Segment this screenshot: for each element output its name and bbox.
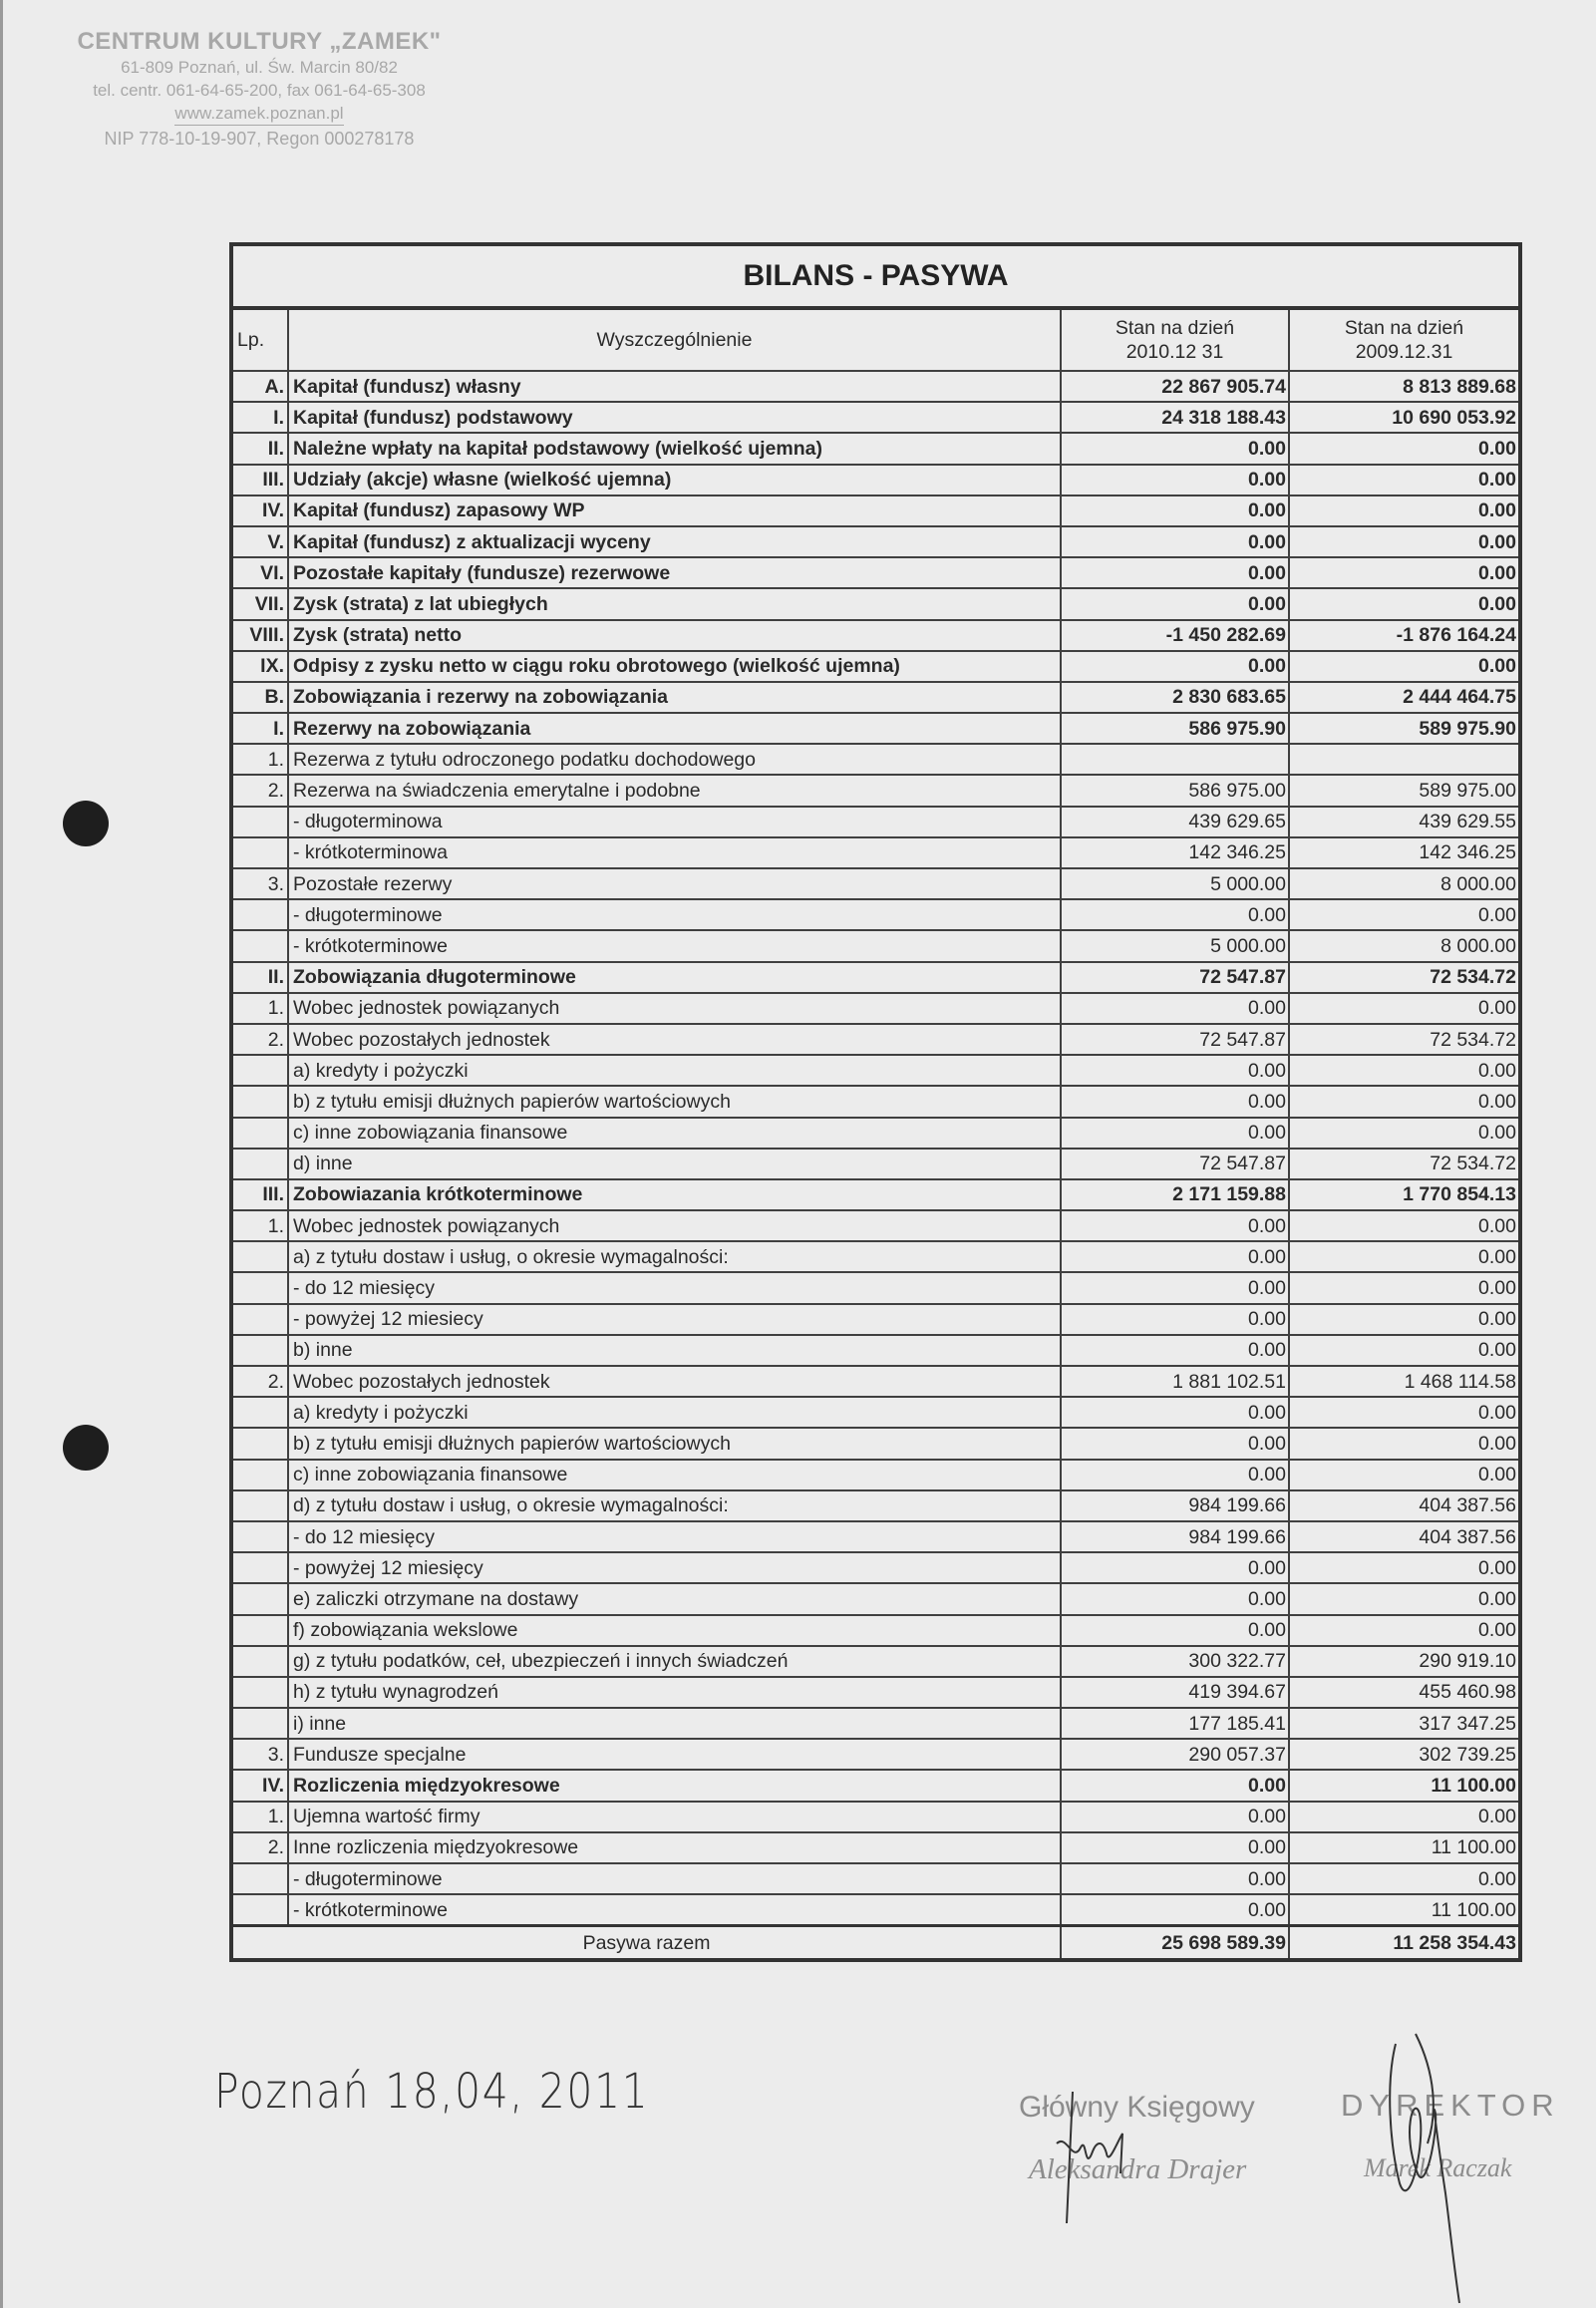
table-row (231, 1490, 1520, 1521)
row-description: Zysk (strata) z lat ubiegłych (288, 588, 1061, 619)
row-lp: 1. (231, 1802, 288, 1832)
row-value-2009: 0.00 (1289, 1055, 1520, 1086)
row-lp: I. (231, 402, 288, 433)
row-value-2009: 0.00 (1289, 1863, 1520, 1894)
director-signature (1376, 2024, 1485, 2308)
row-value-2009: 1 770 854.13 (1289, 1179, 1520, 1210)
row-value-2010: 0.00 (1061, 1770, 1289, 1801)
row-lp (231, 1677, 288, 1708)
row-description: g) z tytułu podatków, ceł, ubezpieczeń i innych świadczeń (288, 1646, 1061, 1677)
row-lp: VI. (231, 557, 288, 588)
row-description: Należne wpłaty na kapitał podstawowy (wielkość ujemna) (288, 433, 1061, 464)
row-lp (231, 1708, 288, 1739)
company-stamp (40, 28, 479, 152)
row-lp (231, 1615, 288, 1646)
table-row (231, 1802, 1520, 1832)
table-row (231, 465, 1520, 495)
balance-sheet-table (229, 242, 1522, 1962)
row-description: Kapitał (fundusz) własny (288, 371, 1061, 402)
row-description: Zobowiązania i rezerwy na zobowiązania (288, 682, 1061, 713)
row-value-2009: 11 100.00 (1289, 1770, 1520, 1801)
row-value-2010: 22 867 905.74 (1061, 371, 1289, 402)
table-row (231, 962, 1520, 993)
row-value-2009: 0.00 (1289, 1397, 1520, 1428)
row-description: a) z tytułu dostaw i usług, o okresie wymagalności: (288, 1241, 1061, 1272)
row-value-2009: 0.00 (1289, 1210, 1520, 1241)
row-value-2009: 0.00 (1289, 557, 1520, 588)
row-value-2009: -1 876 164.24 (1289, 620, 1520, 651)
row-value-2010: 0.00 (1061, 465, 1289, 495)
row-lp: 1. (231, 1210, 288, 1241)
table-row (231, 1397, 1520, 1428)
row-value-2010: 0.00 (1061, 1272, 1289, 1303)
row-lp (231, 1428, 288, 1459)
row-value-2010: 0.00 (1061, 1397, 1289, 1428)
row-value-2010: 0.00 (1061, 1802, 1289, 1832)
row-value-2009: 0.00 (1289, 1241, 1520, 1272)
row-description: h) z tytułu wynagrodzeń (288, 1677, 1061, 1708)
row-description: Wobec pozostałych jednostek (288, 1366, 1061, 1397)
table-row (231, 1521, 1520, 1552)
row-value-2009: 0.00 (1289, 1802, 1520, 1832)
row-description: i) inne (288, 1708, 1061, 1739)
row-lp: 2. (231, 1832, 288, 1863)
row-lp (231, 1646, 288, 1677)
row-description: Rezerwa na świadczenia emerytalne i podobne (288, 775, 1061, 806)
row-lp (231, 1583, 288, 1614)
row-value-2010: 0.00 (1061, 1210, 1289, 1241)
row-value-2009: 0.00 (1289, 1272, 1520, 1303)
row-lp: II. (231, 433, 288, 464)
accountant-signature (1037, 2084, 1146, 2233)
table-row (231, 807, 1520, 837)
table-row (231, 837, 1520, 868)
row-value-2009: 0.00 (1289, 465, 1520, 495)
total-2010: 25 698 589.39 (1061, 1926, 1289, 1961)
row-description: Inne rozliczenia międzyokresowe (288, 1832, 1061, 1863)
row-lp (231, 1241, 288, 1272)
director-role: DYREKTOR (1341, 2088, 1560, 2123)
row-value-2009: 0.00 (1289, 1552, 1520, 1583)
table-row (231, 620, 1520, 651)
row-lp (231, 1863, 288, 1894)
table-row (231, 744, 1520, 775)
header-description: Wyszczególnienie (288, 308, 1061, 371)
row-value-2010: 0.00 (1061, 1428, 1289, 1459)
row-lp: 3. (231, 868, 288, 899)
table-row (231, 899, 1520, 930)
row-description: - długoterminowe (288, 1863, 1061, 1894)
row-value-2009: 8 000.00 (1289, 868, 1520, 899)
table-row (231, 557, 1520, 588)
table-row (231, 526, 1520, 557)
row-value-2010: 0.00 (1061, 1086, 1289, 1117)
header-period-2010 (1061, 308, 1289, 371)
stamp-ids: NIP 778-10-19-907, Regon 000278178 (104, 129, 415, 149)
row-value-2009: 0.00 (1289, 993, 1520, 1024)
row-description: Zysk (strata) netto (288, 620, 1061, 651)
row-value-2009: 72 534.72 (1289, 962, 1520, 993)
row-description: - powyżej 12 miesięcy (288, 1552, 1061, 1583)
row-value-2009: 8 813 889.68 (1289, 371, 1520, 402)
stamp-phone: tel. centr. 061-64-65-200, fax 061-64-65-308 (93, 81, 426, 100)
row-description: Udziały (akcje) własne (wielkość ujemna) (288, 465, 1061, 495)
table-row (231, 1335, 1520, 1366)
row-value-2009: 0.00 (1289, 1304, 1520, 1335)
row-value-2010: 0.00 (1061, 495, 1289, 526)
row-value-2009: 72 534.72 (1289, 1024, 1520, 1055)
row-value-2010: 0.00 (1061, 1118, 1289, 1149)
row-value-2010: 586 975.90 (1061, 713, 1289, 744)
row-value-2009: 0.00 (1289, 899, 1520, 930)
row-value-2009: 0.00 (1289, 1615, 1520, 1646)
row-lp: V. (231, 526, 288, 557)
row-description: Ujemna wartość firmy (288, 1802, 1061, 1832)
header-lp: Lp. (231, 308, 288, 371)
row-description: d) z tytułu dostaw i usług, o okresie wymagalności: (288, 1490, 1061, 1521)
row-lp (231, 1086, 288, 1117)
row-description: d) inne (288, 1149, 1061, 1179)
table-row (231, 868, 1520, 899)
stamp-org-name: CENTRUM KULTURY „ZAMEK" (77, 28, 442, 55)
row-value-2009: 290 919.10 (1289, 1646, 1520, 1677)
header-period-2009-label: Stan na dzień (1344, 317, 1464, 339)
row-description: Odpisy z zysku netto w ciągu roku obrotowego (wielkość ujemna) (288, 651, 1061, 682)
row-value-2010: 984 199.66 (1061, 1490, 1289, 1521)
stamp-address: 61-809 Poznań, ul. Św. Marcin 80/82 (121, 58, 398, 77)
row-description: c) inne zobowiązania finansowe (288, 1460, 1061, 1490)
row-value-2010: 0.00 (1061, 526, 1289, 557)
row-description: e) zaliczki otrzymane na dostawy (288, 1583, 1061, 1614)
row-value-2009: 0.00 (1289, 1335, 1520, 1366)
row-value-2009: 439 629.55 (1289, 807, 1520, 837)
row-description: Zobowiązania długoterminowe (288, 962, 1061, 993)
row-value-2009: 0.00 (1289, 1460, 1520, 1490)
row-description: Wobec jednostek powiązanych (288, 1210, 1061, 1241)
row-description: Rozliczenia międzyokresowe (288, 1770, 1061, 1801)
row-description: a) kredyty i pożyczki (288, 1397, 1061, 1428)
row-lp (231, 899, 288, 930)
table-row (231, 1583, 1520, 1614)
row-value-2009: 0.00 (1289, 1583, 1520, 1614)
row-value-2010: 0.00 (1061, 651, 1289, 682)
row-description: Zobowiazania krótkoterminowe (288, 1179, 1061, 1210)
row-value-2009: 0.00 (1289, 588, 1520, 619)
row-value-2009: 1 468 114.58 (1289, 1366, 1520, 1397)
row-description: Kapitał (fundusz) z aktualizacji wyceny (288, 526, 1061, 557)
row-value-2010: 586 975.00 (1061, 775, 1289, 806)
row-value-2010: 0.00 (1061, 1335, 1289, 1366)
row-description: - powyżej 12 miesiecy (288, 1304, 1061, 1335)
row-value-2010 (1061, 744, 1289, 775)
row-lp: II. (231, 962, 288, 993)
row-description: Wobec jednostek powiązanych (288, 993, 1061, 1024)
row-value-2009: 11 100.00 (1289, 1832, 1520, 1863)
row-lp: III. (231, 1179, 288, 1210)
row-lp: VIII. (231, 620, 288, 651)
row-lp (231, 1397, 288, 1428)
table-row (231, 1615, 1520, 1646)
row-value-2010: 2 171 159.88 (1061, 1179, 1289, 1210)
row-value-2010: 0.00 (1061, 1863, 1289, 1894)
row-description: Wobec pozostałych jednostek (288, 1024, 1061, 1055)
director-name: Marek Raczak (1364, 2153, 1512, 2182)
table-header-row (231, 308, 1520, 371)
row-description: - krótkoterminowa (288, 837, 1061, 868)
row-lp (231, 1118, 288, 1149)
table-row (231, 1832, 1520, 1863)
table-row (231, 1552, 1520, 1583)
row-description: Kapitał (fundusz) podstawowy (288, 402, 1061, 433)
row-description: - długoterminowe (288, 899, 1061, 930)
row-lp (231, 1894, 288, 1926)
row-value-2009: 8 000.00 (1289, 930, 1520, 961)
row-value-2010: 1 881 102.51 (1061, 1366, 1289, 1397)
table-row (231, 651, 1520, 682)
row-lp (231, 1521, 288, 1552)
row-value-2009: 11 100.00 (1289, 1894, 1520, 1926)
table-row (231, 433, 1520, 464)
table-row (231, 371, 1520, 402)
row-lp (231, 837, 288, 868)
table-row (231, 682, 1520, 713)
row-value-2009: 0.00 (1289, 1428, 1520, 1459)
row-value-2010: 72 547.87 (1061, 1024, 1289, 1055)
row-value-2009: 455 460.98 (1289, 1677, 1520, 1708)
row-lp: 2. (231, 775, 288, 806)
table-row (231, 1241, 1520, 1272)
punch-hole (63, 801, 109, 846)
table-row (231, 1118, 1520, 1149)
table-row (231, 588, 1520, 619)
row-lp: III. (231, 465, 288, 495)
row-lp (231, 1304, 288, 1335)
row-value-2010: 177 185.41 (1061, 1708, 1289, 1739)
row-value-2009: 72 534.72 (1289, 1149, 1520, 1179)
row-value-2010: 72 547.87 (1061, 1149, 1289, 1179)
accountant-role: Główny Księgowy (1019, 2091, 1255, 2124)
row-value-2010: 0.00 (1061, 1055, 1289, 1086)
row-lp (231, 1460, 288, 1490)
table-row (231, 930, 1520, 961)
punch-hole (63, 1425, 109, 1471)
table-row (231, 1149, 1520, 1179)
row-value-2010: 0.00 (1061, 1894, 1289, 1926)
row-description: b) z tytułu emisji dłużnych papierów wartościowych (288, 1086, 1061, 1117)
row-value-2010: 5 000.00 (1061, 868, 1289, 899)
row-value-2010: 0.00 (1061, 1583, 1289, 1614)
table-body (231, 371, 1520, 1926)
row-lp: IV. (231, 495, 288, 526)
page-edge (0, 0, 3, 2308)
row-value-2010: 72 547.87 (1061, 962, 1289, 993)
row-value-2010: 0.00 (1061, 1241, 1289, 1272)
header-period-2009 (1289, 308, 1520, 371)
row-description: Pozostałe kapitały (fundusze) rezerwowe (288, 557, 1061, 588)
row-value-2009: 404 387.56 (1289, 1521, 1520, 1552)
row-lp: IX. (231, 651, 288, 682)
table-row (231, 1646, 1520, 1677)
row-lp: VII. (231, 588, 288, 619)
row-lp: 2. (231, 1024, 288, 1055)
row-value-2010: 0.00 (1061, 1615, 1289, 1646)
header-period-2009-date: 2009.12.31 (1355, 341, 1453, 363)
row-value-2010: 0.00 (1061, 1552, 1289, 1583)
table-row (231, 1894, 1520, 1926)
table-row (231, 1272, 1520, 1303)
table-row (231, 1086, 1520, 1117)
row-value-2009: 0.00 (1289, 526, 1520, 557)
table-row (231, 495, 1520, 526)
row-description: - do 12 miesięcy (288, 1521, 1061, 1552)
table-row (231, 713, 1520, 744)
row-description: b) inne (288, 1335, 1061, 1366)
row-value-2010: 419 394.67 (1061, 1677, 1289, 1708)
table-row (231, 1210, 1520, 1241)
row-value-2010: 300 322.77 (1061, 1646, 1289, 1677)
row-value-2009: 2 444 464.75 (1289, 682, 1520, 713)
row-value-2010: 0.00 (1061, 899, 1289, 930)
table-row (231, 1024, 1520, 1055)
table-row (231, 1708, 1520, 1739)
table-title: BILANS - PASYWA (231, 244, 1520, 308)
total-label: Pasywa razem (231, 1926, 1061, 1961)
table-row (231, 1055, 1520, 1086)
row-lp: A. (231, 371, 288, 402)
row-lp: 1. (231, 993, 288, 1024)
row-lp (231, 807, 288, 837)
table-row (231, 1179, 1520, 1210)
row-lp (231, 1055, 288, 1086)
row-value-2010: 439 629.65 (1061, 807, 1289, 837)
row-value-2009: 317 347.25 (1289, 1708, 1520, 1739)
row-value-2009: 0.00 (1289, 495, 1520, 526)
row-value-2009: 0.00 (1289, 651, 1520, 682)
row-value-2009: 589 975.00 (1289, 775, 1520, 806)
table-row (231, 1460, 1520, 1490)
row-value-2010: 290 057.37 (1061, 1739, 1289, 1770)
row-lp: 2. (231, 1366, 288, 1397)
total-2009: 11 258 354.43 (1289, 1926, 1520, 1961)
row-lp (231, 930, 288, 961)
table-row (231, 402, 1520, 433)
header-period-2010-date: 2010.12 31 (1125, 341, 1224, 363)
table-row (231, 1366, 1520, 1397)
table-row (231, 1739, 1520, 1770)
row-description: Fundusze specjalne (288, 1739, 1061, 1770)
row-description: Rezerwy na zobowiązania (288, 713, 1061, 744)
row-value-2010: 142 346.25 (1061, 837, 1289, 868)
header-period-2010-label: Stan na dzień (1115, 317, 1235, 339)
row-description: Rezerwa z tytułu odroczonego podatku dochodowego (288, 744, 1061, 775)
row-value-2010: 0.00 (1061, 433, 1289, 464)
row-value-2009: 142 346.25 (1289, 837, 1520, 868)
row-description: c) inne zobowiązania finansowe (288, 1118, 1061, 1149)
row-value-2010: 984 199.66 (1061, 1521, 1289, 1552)
row-value-2010: 0.00 (1061, 1304, 1289, 1335)
row-description: - długoterminowa (288, 807, 1061, 837)
stamp-website: www.zamek.poznan.pl (174, 102, 343, 126)
row-value-2010: 0.00 (1061, 557, 1289, 588)
table-row (231, 1770, 1520, 1801)
row-description: a) kredyty i pożyczki (288, 1055, 1061, 1086)
row-lp: IV. (231, 1770, 288, 1801)
row-value-2010: 2 830 683.65 (1061, 682, 1289, 713)
row-description: - do 12 miesięcy (288, 1272, 1061, 1303)
row-description: - krótkoterminowe (288, 1894, 1061, 1926)
row-value-2010: -1 450 282.69 (1061, 620, 1289, 651)
table-row (231, 993, 1520, 1024)
row-description: Kapitał (fundusz) zapasowy WP (288, 495, 1061, 526)
row-lp (231, 1335, 288, 1366)
row-lp: B. (231, 682, 288, 713)
accountant-name: Aleksandra Drajer (1029, 2153, 1247, 2185)
row-description: Pozostałe rezerwy (288, 868, 1061, 899)
row-value-2009: 302 739.25 (1289, 1739, 1520, 1770)
row-value-2009: 589 975.90 (1289, 713, 1520, 744)
total-row (231, 1926, 1520, 1961)
row-lp: 3. (231, 1739, 288, 1770)
row-value-2009: 0.00 (1289, 1086, 1520, 1117)
row-description: b) z tytułu emisji dłużnych papierów wartościowych (288, 1428, 1061, 1459)
row-value-2010: 0.00 (1061, 1460, 1289, 1490)
row-value-2010: 24 318 188.43 (1061, 402, 1289, 433)
table-row (231, 1428, 1520, 1459)
balance-sheet-table-wrap (229, 242, 1518, 1962)
handwritten-place-date: Poznań 18,04, 2011 (214, 2064, 650, 2120)
row-lp (231, 1272, 288, 1303)
row-value-2009: 0.00 (1289, 433, 1520, 464)
row-value-2009 (1289, 744, 1520, 775)
row-value-2009: 10 690 053.92 (1289, 402, 1520, 433)
row-lp (231, 1490, 288, 1521)
row-lp: I. (231, 713, 288, 744)
row-value-2009: 404 387.56 (1289, 1490, 1520, 1521)
row-description: f) zobowiązania wekslowe (288, 1615, 1061, 1646)
row-lp (231, 1149, 288, 1179)
row-value-2009: 0.00 (1289, 1118, 1520, 1149)
table-row (231, 1677, 1520, 1708)
table-row (231, 775, 1520, 806)
row-value-2010: 0.00 (1061, 1832, 1289, 1863)
row-lp: 1. (231, 744, 288, 775)
table-row (231, 1863, 1520, 1894)
table-row (231, 1304, 1520, 1335)
row-lp (231, 1552, 288, 1583)
row-value-2010: 0.00 (1061, 993, 1289, 1024)
row-value-2010: 5 000.00 (1061, 930, 1289, 961)
row-value-2010: 0.00 (1061, 588, 1289, 619)
row-description: - krótkoterminowe (288, 930, 1061, 961)
